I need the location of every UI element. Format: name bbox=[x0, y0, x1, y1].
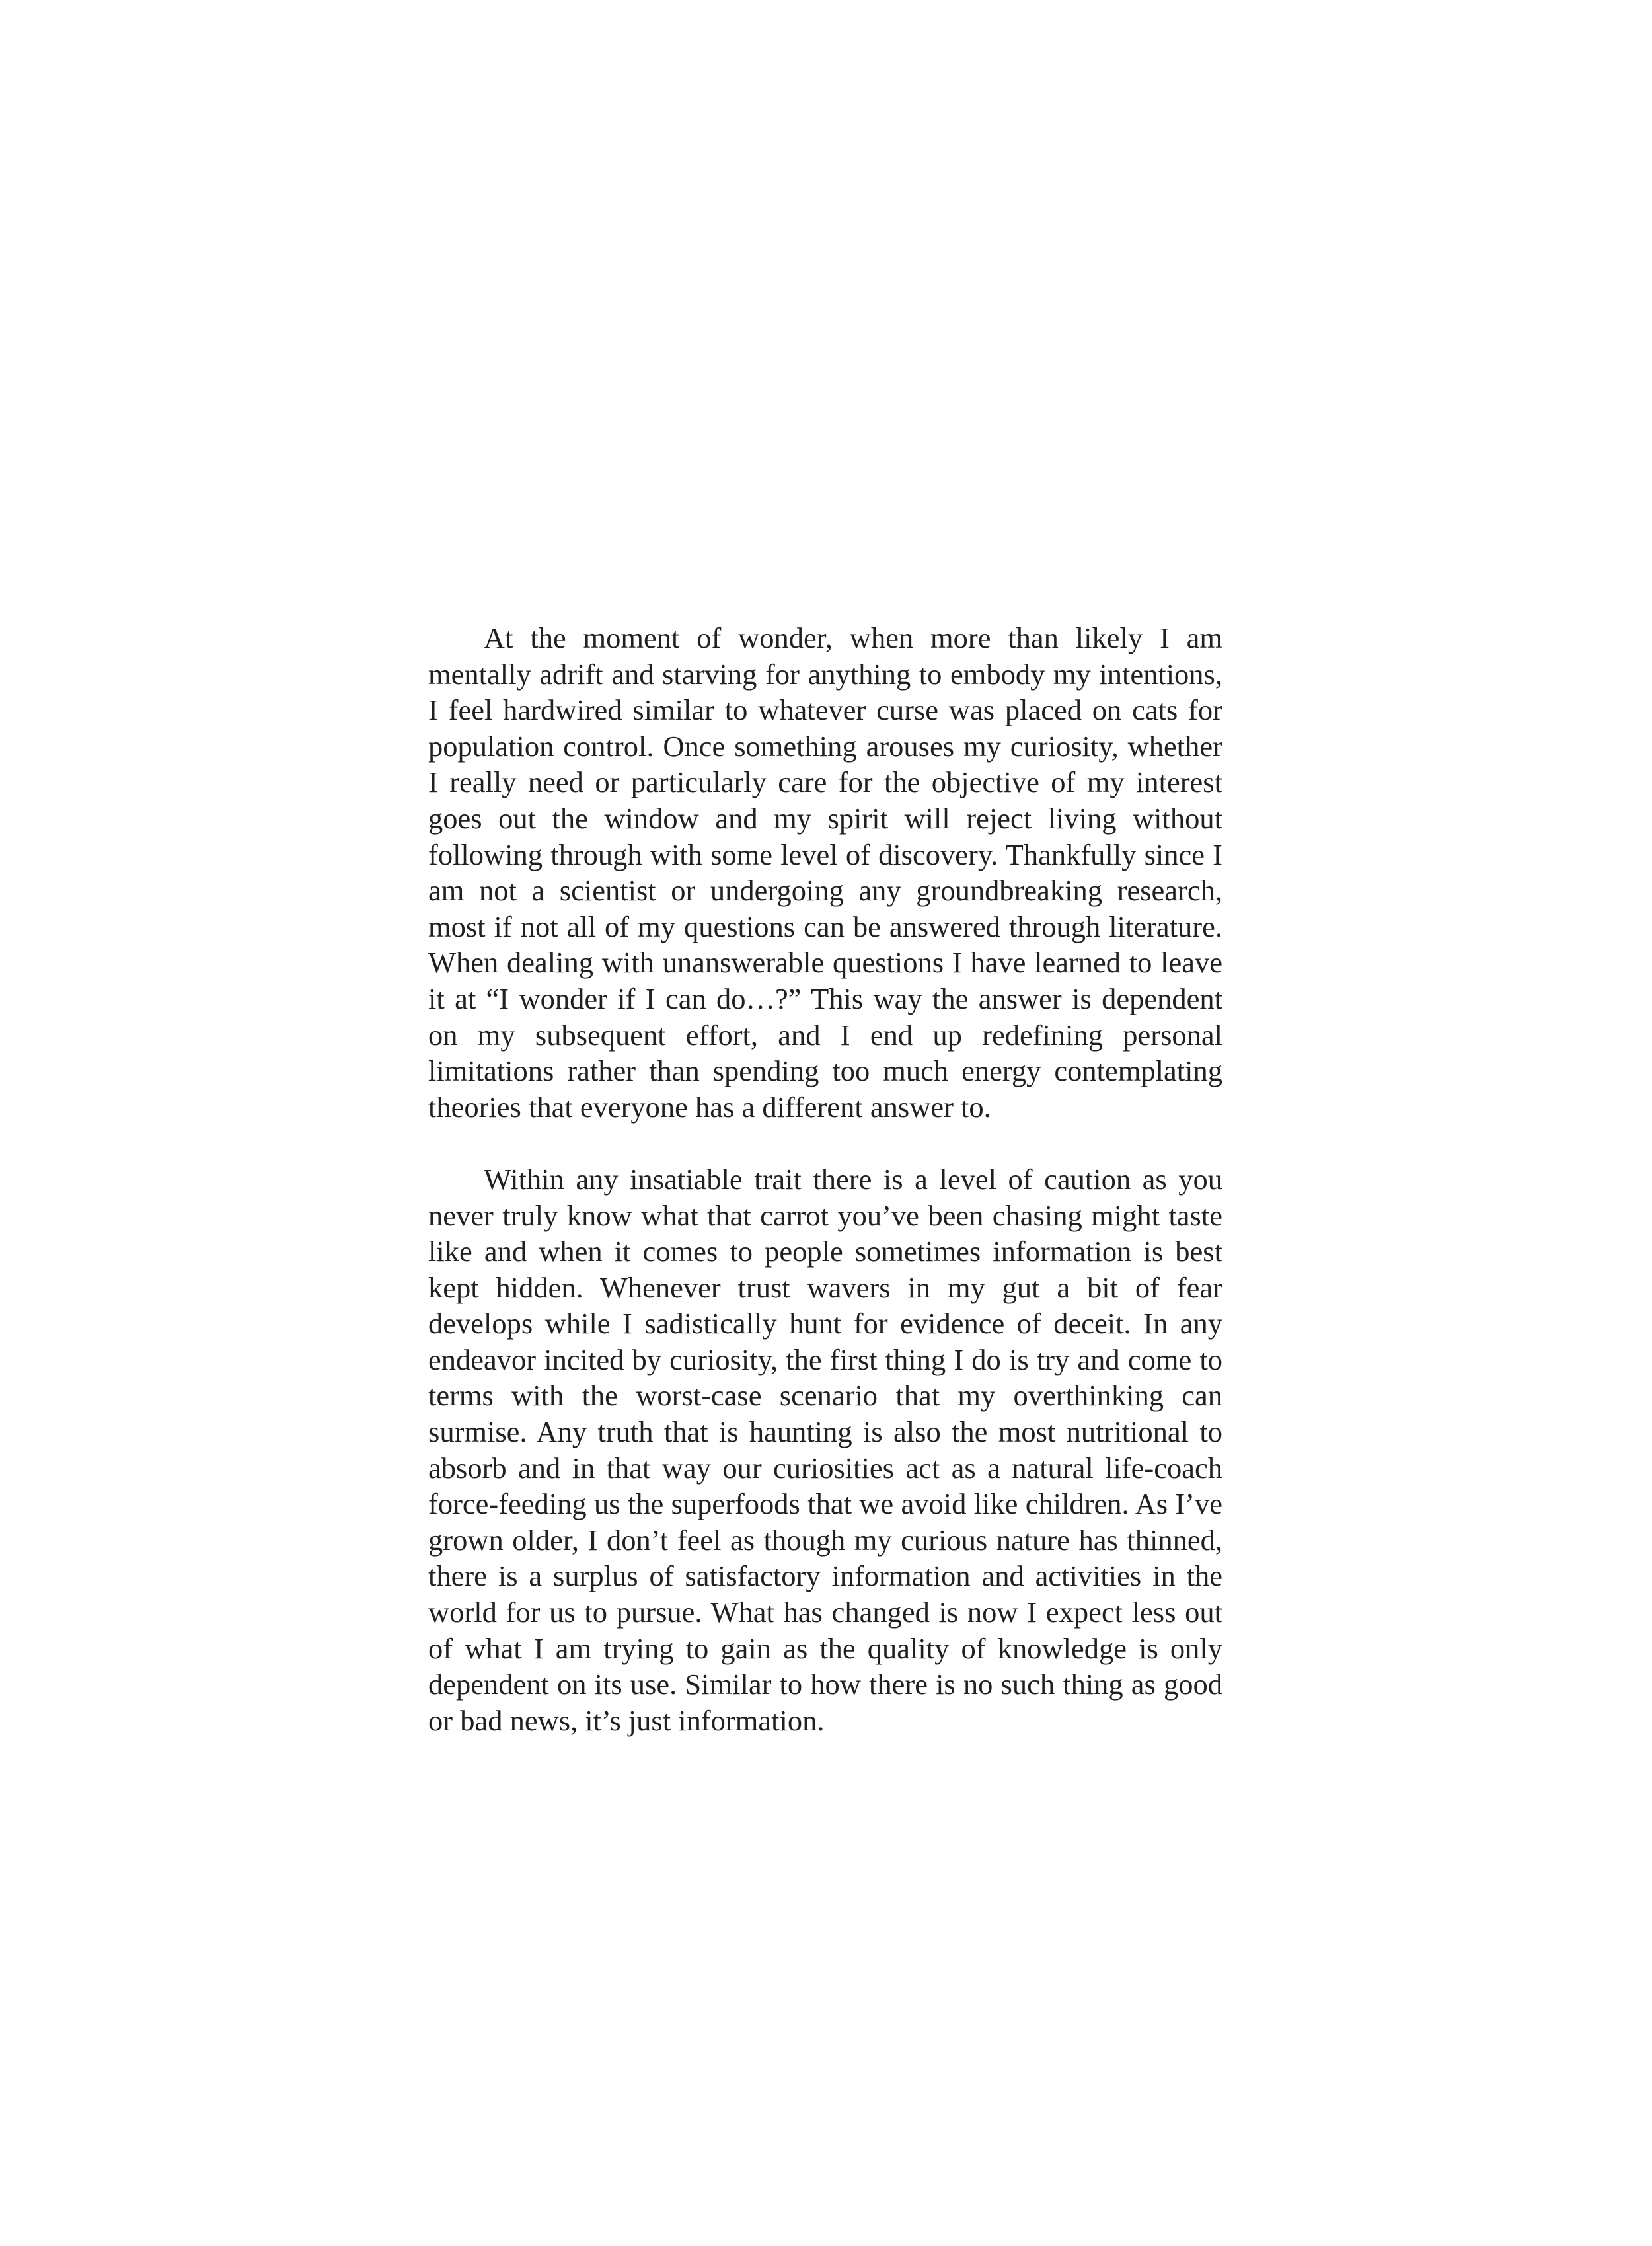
paragraph-1: At the moment of wonder, when more than likely I am mentally adrift and starving for anything to embody my intentions, I feel hardwired similar to whatever curse was placed on cats for population control. Once something arouses my curiosity, whether I really need or particularly care for the objective of my interest goes out the window and my spirit will reject living without following through with some level of discovery. Thankfully since I am not a scientist or undergoing any groundbreaking research, most if not all of my questions can be answered through literature. When dealing with unanswerable questions I have learned to leave it at “I wonder if I can do…?” This way the answer is dependent on my subsequent effort, and I end up redefining personal limitations rather than spending too much energy contemplating theories that everyone has a different answer to. bbox=[428, 621, 1222, 1124]
paragraph-2: Within any insatiable trait there is a level of caution as you never truly know what that carrot you’ve been chasing might taste like and when it comes to people sometimes information is best kept hidden. Whenever trust wavers in my gut a bit of fear develops while I sadistically hunt for evidence of deceit. In any endeavor incited by curiosity, the first thing I do is try and come to terms with the worst-case scenario that my overthinking can surmise. Any truth that is haunting is also the most nutritional to absorb and in that way our curiosities act as a natural life-coach force-feeding us the superfoods that we avoid like children. As I’ve grown older, I don’t feel as though my curious nature has thinned, there is a surplus of satisfactory information and activities in the world for us to pursue. What has changed is now I expect less out of what I am trying to gain as the quality of knowledge is only dependent on its use. Similar to how there is no such thing as good or bad news, it’s just information. bbox=[428, 1162, 1222, 1737]
body-text bbox=[428, 620, 1222, 1738]
